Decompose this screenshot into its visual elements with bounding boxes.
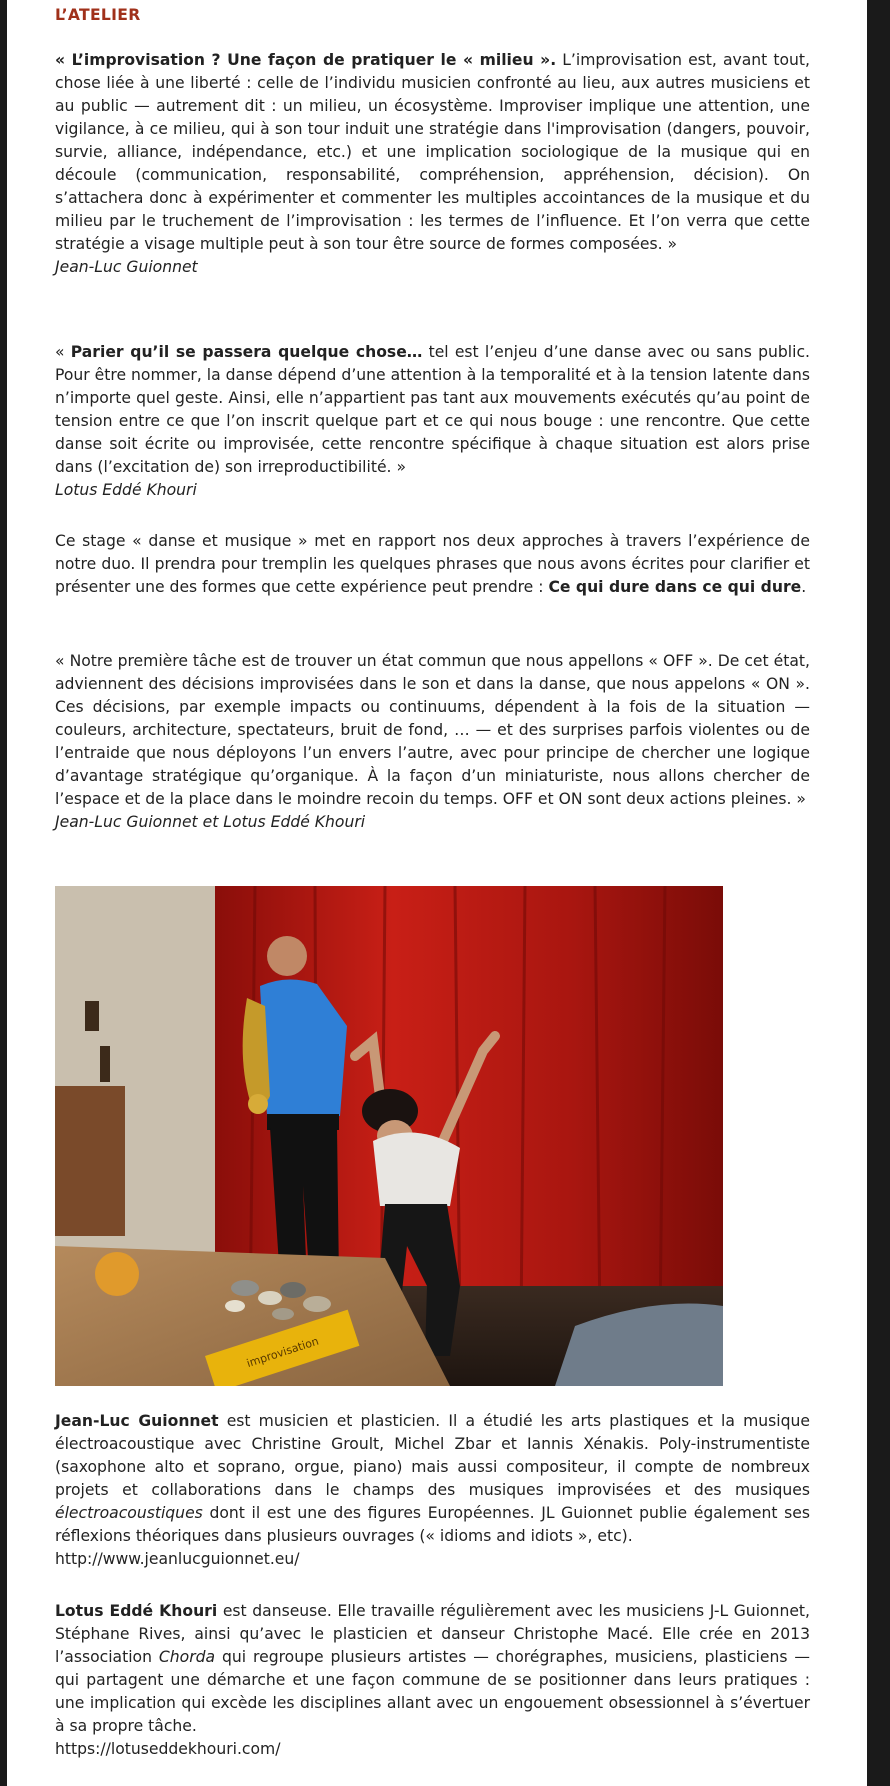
bio-name: Jean-Luc Guionnet xyxy=(55,1412,219,1430)
intro-bold-title: Ce qui dure dans ce qui dure xyxy=(548,578,802,596)
quote-lead: Parier qu’il se passera quelque chose… xyxy=(70,343,423,361)
paragraph-duo-quote xyxy=(55,650,810,834)
wood-paneling xyxy=(55,1086,125,1236)
quote-text: « Notre première tâche est de trouver un état commun que nous appellons « OFF ». De cet état, adviennent des décisions improvisées dans le son et dans la danse, que nous appelons « ON ». Ces décisions, par exemple impacts ou continuums, dépendent à la fois de la situation — couleurs, architecture, spectateurs, bruit de fond, … — et des surprises parfois violentes ou de l’entraide que nous déployons l’un envers l’autre, avec pour principe de chercher une logique d’avantage stratégique qu’organique. À la façon d’un miniaturiste, nous allons chercher de l’espace et de la place dans le moindre recoin du temps. OFF et ON sont deux actions pleines. » xyxy=(55,652,810,808)
orange xyxy=(95,1252,139,1296)
bio-italic: Chorda xyxy=(158,1648,216,1666)
bio-guionnet xyxy=(55,1410,810,1571)
quote-author: Jean-Luc Guionnet xyxy=(55,258,198,276)
quote-open: « xyxy=(55,343,71,361)
paragraph-guionnet-quote xyxy=(55,49,810,279)
bio-khouri xyxy=(55,1600,810,1761)
bio-text: est musicien et plasticien. Il a étudié les arts plastiques et la musique électroacoustique avec Christine Groult, Michel Zbar et Iannis Xénakis. Poly-instrumentiste (saxophone alto et soprano, orgue, piano) mais aussi compositeur, il compte de nombreux projets et collaborations dans le champs des musiques improvisées et des musiques xyxy=(55,1412,810,1499)
performance-photo xyxy=(55,886,723,1386)
bio-website-link[interactable]: https://lotuseddekhouri.com/ xyxy=(55,1740,281,1758)
bio-name: Lotus Eddé Khouri xyxy=(55,1602,218,1620)
flyer-text: improvisation xyxy=(245,1334,321,1371)
paragraph-stage-intro xyxy=(55,530,810,599)
page xyxy=(7,0,867,1786)
bio-text-continued: qui regroupe plusieurs artistes — chorégraphes, musiciens, plasticiens — qui partagent une démarche et une façon commune de se positionner dans leurs pratiques : une implication qui excède les disciplines allant avec un engouement obsessionnel à s’évertuer à sa propre tâche. xyxy=(55,1648,810,1735)
quote-lead: « L’improvisation ? Une façon de pratiquer le « milieu ». xyxy=(55,51,557,69)
bio-italic: électroacoustiques xyxy=(55,1504,203,1522)
intro-end: . xyxy=(801,578,807,596)
bio-text: est danseuse. Elle travaille régulièrement avec les musiciens J-L Guionnet, Stéphane Rives, ainsi qu’avec le plasticien et danseur Christophe Macé. Elle crée en 2013 l’association xyxy=(55,1602,810,1666)
bio-website-link[interactable]: http://www.jeanlucguionnet.eu/ xyxy=(55,1550,300,1568)
quote-author: Lotus Eddé Khouri xyxy=(55,481,197,499)
intro-text: Ce stage « danse et musique » met en rapport nos deux approches à travers l’expérience de notre duo. Il prendra pour tremplin les quelques phrases que nous avons écrites pour clarifier et présenter une des formes que cette expérience peut prendre : xyxy=(55,532,810,596)
paragraph-khouri-quote xyxy=(55,341,810,502)
quote-text: tel est l’enjeu d’une danse avec ou sans public. Pour être nommer, la danse dépend d’une attention à la temporalité et à la tension latente dans n’importe quel geste. Ainsi, elle n’appartient pas tant aux mouvements exécutés qu’au point de tension entre ce que l’on inscrit quelque part et ce qui nous bouge : une rencontre. Que cette danse soit écrite ou improvisée, cette rencontre spécifique à chaque situation est alors prise dans (l’excitation de) son irreproductibilité. » xyxy=(55,343,810,476)
section-title: L’ATELIER xyxy=(55,6,141,24)
quote-author: Jean-Luc Guionnet et Lotus Eddé Khouri xyxy=(55,813,366,831)
quote-text: L’improvisation est, avant tout, chose liée à une liberté : celle de l’individu musicien confronté au lieu, aux autres musiciens et au public — autrement dit : un milieu, un écosystème. Improviser implique une attention, une vigilance, à ce milieu, qui à son tour induit une stratégie dans l'improvisation (dangers, pouvoir, survie, alliance, indépendance, etc.) et une implication sociologique de la musique qui en découle (communication, responsabilité, compréhension, appréhension, décision). On s’attachera donc à expérimenter et commenter les multiples accointances de la musique et du milieu par le truchement de l’improvisation : les termes de l’influence. Et l’on verra que cette stratégie a visage multiple peut à son tour être source de formes composées. » xyxy=(55,51,810,253)
bio-text-continued: dont il est une des figures Européennes. JL Guionnet publie également ses réflexions théoriques dans plusieurs ouvrages (« idioms and idiots », etc). xyxy=(55,1504,810,1545)
